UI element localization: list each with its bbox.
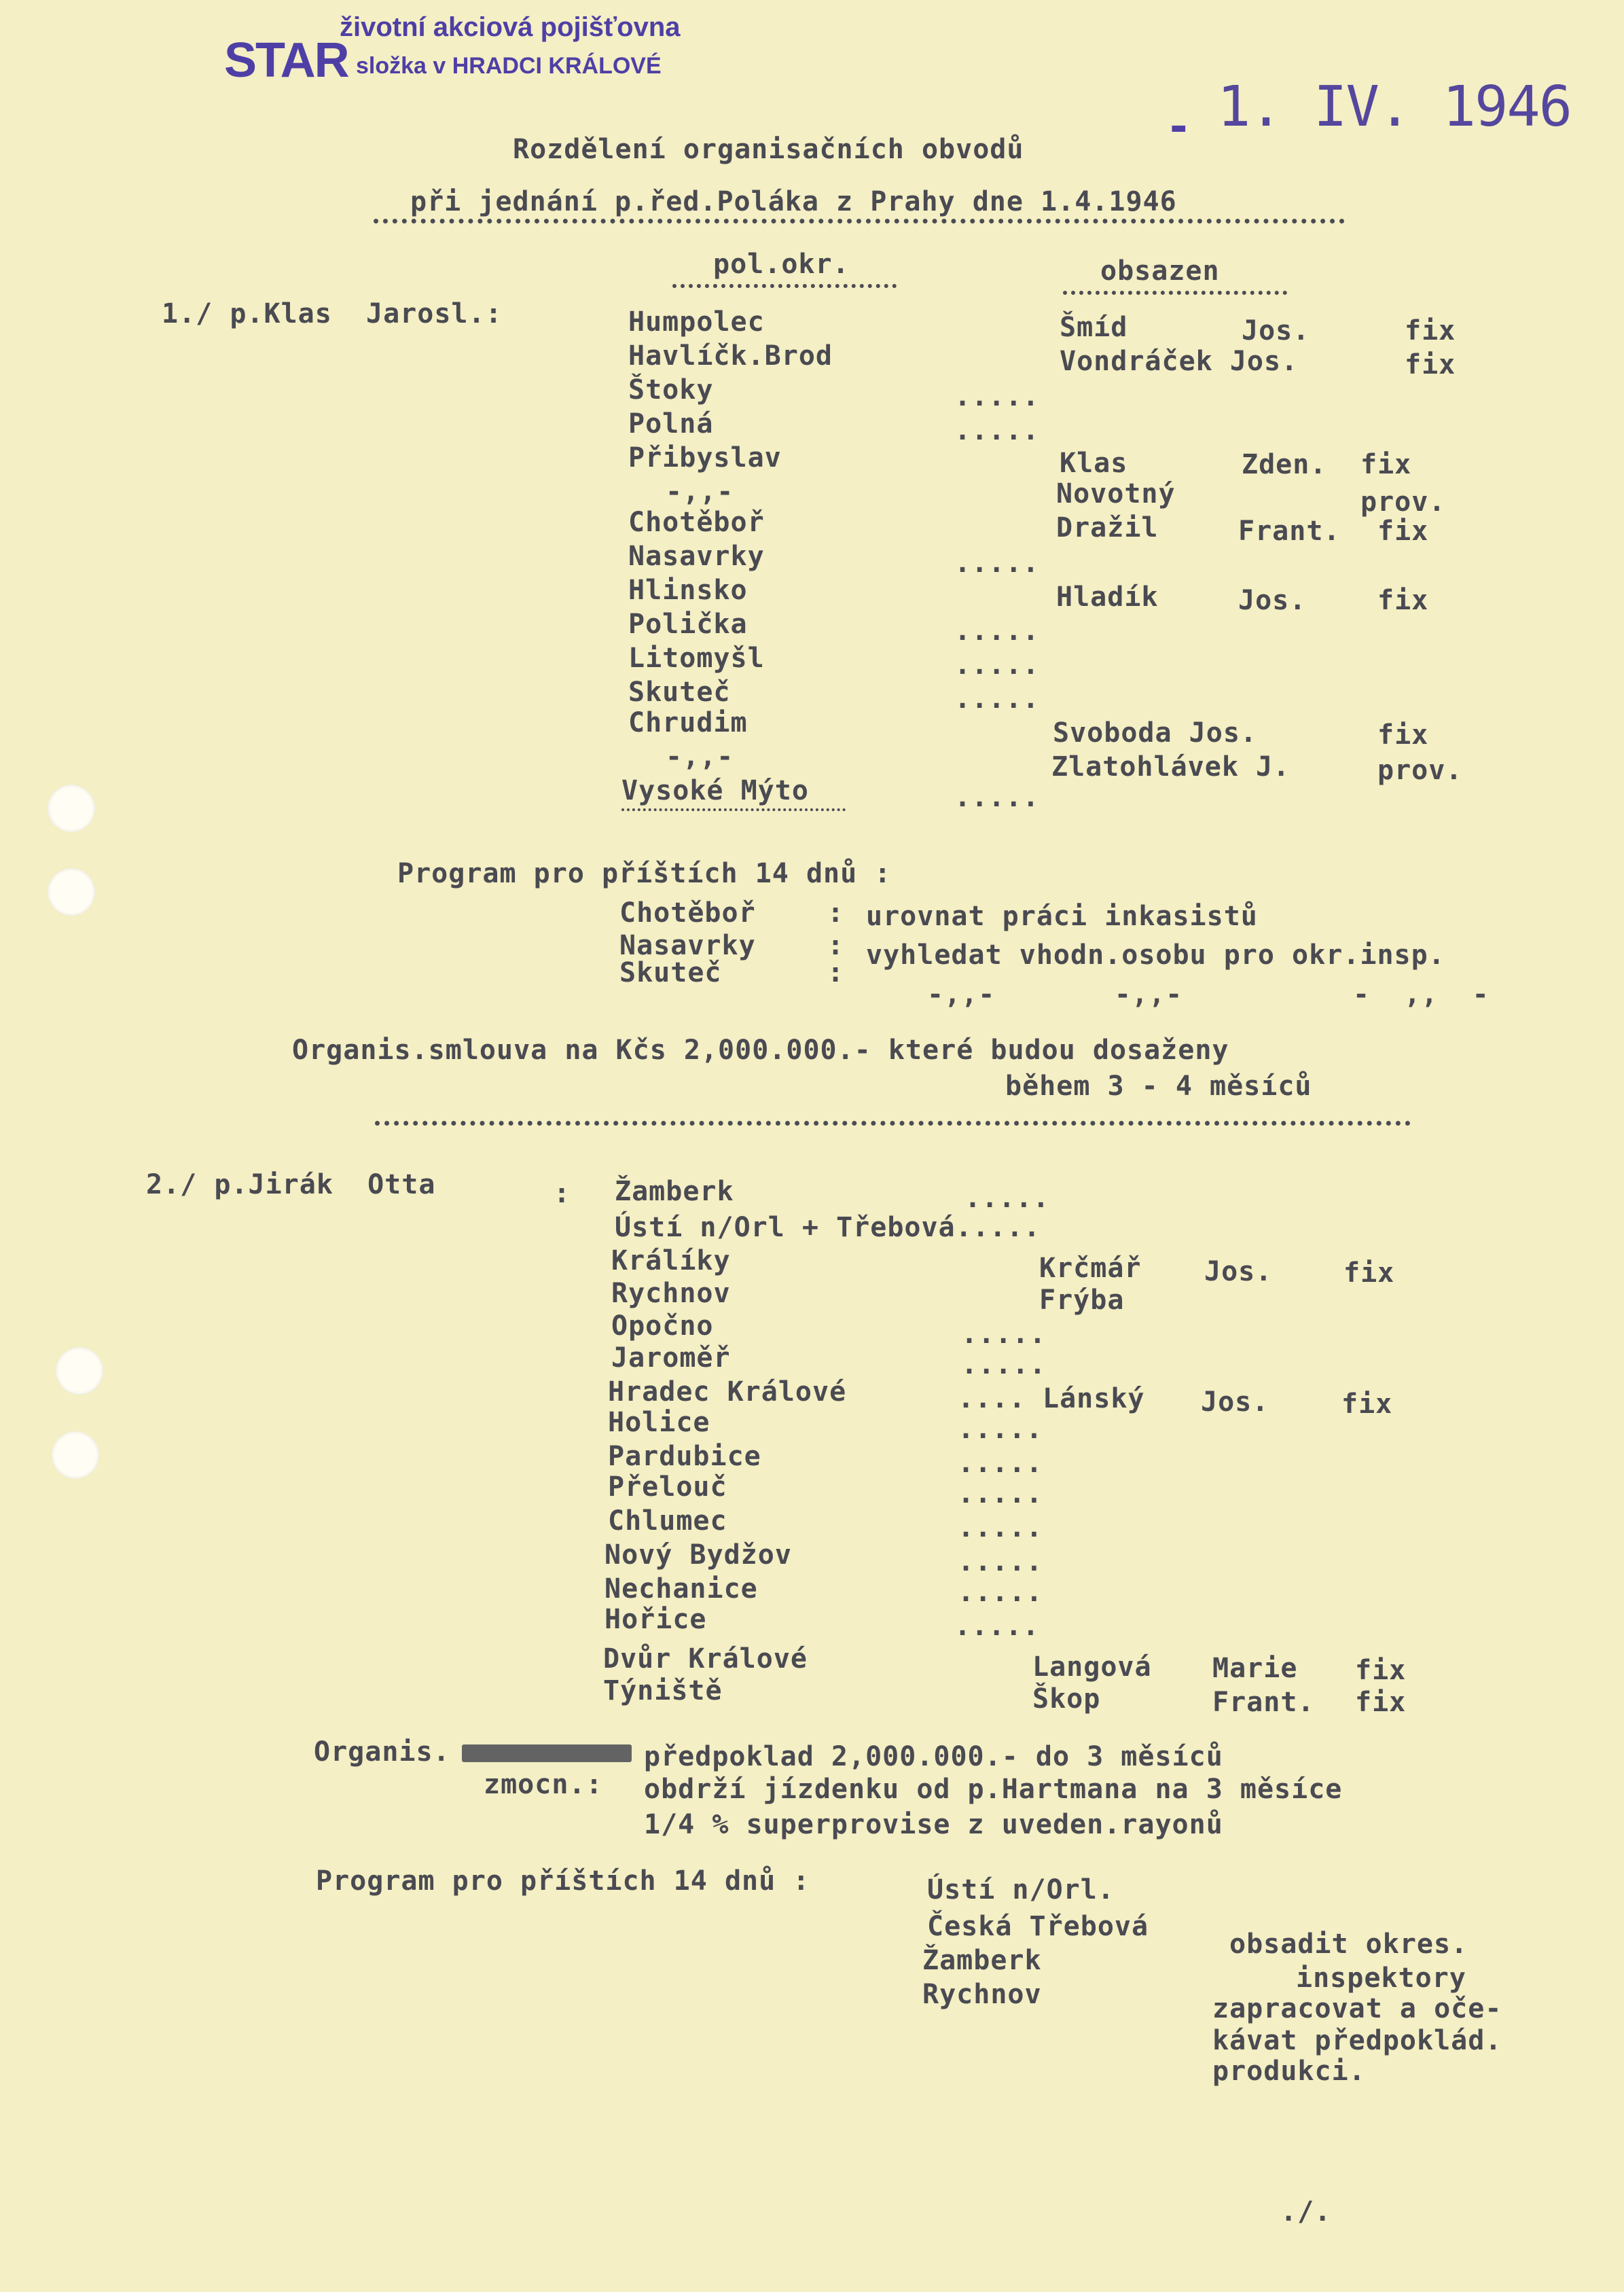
section-divider <box>375 1121 1411 1126</box>
section1-contract-1: Organis.smlouva na Kčs 2,000.000.- které budou dosaženy <box>292 1035 1229 1066</box>
staff-status: fix <box>1377 516 1429 547</box>
district: Přibyslav <box>628 442 782 473</box>
header-staffed: obsazen <box>1100 255 1220 287</box>
district: Dvůr Králové <box>603 1643 808 1675</box>
staff-status: fix <box>1343 1257 1395 1289</box>
staff-status: fix <box>1405 315 1456 346</box>
staff-first: Marie <box>1212 1653 1298 1684</box>
staff-first: Frant. <box>1212 1687 1315 1718</box>
vacancy-dots: ..... <box>958 1577 1043 1608</box>
title-line-1: Rozdělení organisačních obvodů <box>513 134 1024 165</box>
stamp-line-2: složka v HRADCI KRÁLOVÉ <box>356 53 662 79</box>
program-note-line: inspektory <box>1296 1963 1466 1994</box>
staff-first: Jos. <box>1204 1256 1273 1287</box>
staff-first: Frant. <box>1238 516 1341 547</box>
staff-first: Zden. <box>1242 449 1327 480</box>
vacancy-dots: ..... <box>958 1414 1043 1445</box>
vacancy-dots: ..... <box>954 381 1040 412</box>
vacancy-dots: ..... <box>964 1183 1050 1214</box>
staff-name: Novotný <box>1056 478 1176 509</box>
program-place: Česká Třebová <box>927 1911 1149 1942</box>
program-sep: : <box>827 897 845 929</box>
staff-name: Zlatohlávek J. <box>1051 751 1291 783</box>
staff-name: Dražil <box>1056 512 1159 543</box>
program-place: Skuteč <box>619 957 722 988</box>
vacancy-dots: ..... <box>961 1319 1047 1350</box>
staff-name: Lánský <box>1043 1383 1145 1414</box>
section2-org-label: Organis. <box>314 1736 450 1768</box>
district: Přelouč <box>608 1471 727 1503</box>
staff-status: fix <box>1341 1389 1393 1420</box>
district: -,,- <box>666 476 734 507</box>
section2-colon: : <box>554 1178 571 1209</box>
program-place: Nasavrky <box>619 930 756 961</box>
vacancy-dots: ..... <box>961 1349 1047 1380</box>
vacancy-dots: ..... <box>954 615 1040 647</box>
punch-hole <box>52 1431 99 1479</box>
district: Polička <box>628 609 748 640</box>
section2-heading: 2./ p.Jirák Otta <box>146 1169 436 1200</box>
district: Havlíčk.Brod <box>628 340 833 372</box>
vacancy-dots: ..... <box>958 1546 1043 1577</box>
district: Vysoké Mýto <box>621 775 809 806</box>
district: Nový Bydžov <box>605 1539 792 1571</box>
staff-name: Šmíd <box>1060 312 1128 343</box>
program-sep: : <box>827 930 845 961</box>
vacancy-dots: ..... <box>958 1512 1043 1543</box>
district: Chrudim <box>628 707 748 738</box>
section2-org-text-2: obdrží jízdenku od p.Hartmana na 3 měsíce <box>644 1774 1343 1805</box>
district: Chlumec <box>608 1505 727 1537</box>
title-line-2: při jednání p.řed.Poláka z Prahy dne 1.4.1946 <box>410 186 1177 217</box>
header-district: pol.okr. <box>713 249 850 280</box>
staff-name: Krčmář <box>1039 1253 1142 1284</box>
vacancy-dots: ..... <box>954 548 1040 579</box>
program-sep: : <box>827 957 845 988</box>
stamp-line-1: životní akciová pojišťovna <box>340 12 681 42</box>
program-note-line: zapracovat a oče- <box>1212 1993 1502 2024</box>
section1-program-label: Program pro příštích 14 dnů : <box>397 858 892 889</box>
staff-status: fix <box>1405 349 1456 380</box>
vacancy-dots: ..... <box>954 415 1040 446</box>
vacancy-dots: .... <box>958 1383 1026 1414</box>
district: Týniště <box>603 1675 723 1706</box>
staff-status: fix <box>1377 585 1429 616</box>
date-stamp-dash: - <box>1170 102 1188 152</box>
staff-name: Svoboda Jos. <box>1053 717 1257 749</box>
vacancy-dots: ..... <box>954 649 1040 681</box>
program-place: Ústí n/Orl. <box>927 1874 1115 1905</box>
staff-name: Hladík <box>1056 581 1159 613</box>
district: Hlinsko <box>628 575 748 606</box>
vacancy-dots: ..... <box>958 1478 1043 1509</box>
district: Polná <box>628 408 714 440</box>
district: Nasavrky <box>628 541 765 572</box>
district: Holice <box>608 1407 710 1438</box>
district: -,,- <box>666 741 734 772</box>
district: Hradec Králové <box>608 1376 847 1408</box>
vacancy-dots: ..... <box>958 1448 1043 1479</box>
section2-org-text-3: 1/4 % superprovise z uveden.rayonů <box>644 1809 1223 1840</box>
district: Králíky <box>611 1245 731 1276</box>
district: Chotěboř <box>628 507 765 538</box>
staff-name: Vondráček Jos. <box>1060 346 1299 377</box>
district: Nechanice <box>605 1573 758 1605</box>
program-note-line: produkci. <box>1212 2056 1366 2087</box>
staff-name: Langová <box>1032 1651 1152 1683</box>
staff-first: Jos. <box>1238 585 1307 616</box>
district: Skuteč <box>628 677 731 708</box>
vacancy-dots: ..... <box>954 782 1040 813</box>
staff-first: Jos. <box>1201 1386 1269 1418</box>
page-continuation-mark: ./. <box>1280 2196 1332 2227</box>
section1-contract-2: během 3 - 4 měsíců <box>1005 1071 1312 1102</box>
program-note-line: kávat předpoklád. <box>1212 2025 1502 2056</box>
staff-name: Škop <box>1032 1683 1101 1715</box>
staff-status: fix <box>1355 1655 1407 1686</box>
program-task: -,,- -,,- - ,, - <box>927 979 1490 1010</box>
district: Humpolec <box>628 306 765 338</box>
district: Štoky <box>628 374 714 406</box>
staff-status: fix <box>1377 719 1429 751</box>
section2-program-label: Program pro příštích 14 dnů : <box>316 1865 810 1897</box>
stamp-logo: STAR <box>224 33 348 88</box>
punch-hole <box>56 1347 103 1395</box>
staff-status: fix <box>1355 1687 1407 1718</box>
district: Opočno <box>611 1310 714 1342</box>
district: Žamberk <box>615 1176 734 1207</box>
staff-status: prov. <box>1360 486 1446 518</box>
struck-out-text <box>462 1744 632 1762</box>
staff-name: Klas <box>1060 448 1128 479</box>
section2-org-label-2: zmocn.: <box>484 1769 603 1800</box>
staff-first: Jos. <box>1242 315 1310 346</box>
date-stamp: 1. IV. 1946 <box>1217 75 1572 139</box>
vacancy-dots: ..... <box>954 683 1040 715</box>
staff-name: Frýba <box>1039 1285 1125 1316</box>
district: Pardubice <box>608 1441 761 1472</box>
district: Litomyšl <box>628 643 765 674</box>
district: Ústí n/Orl + Třebová..... <box>615 1212 1041 1243</box>
punch-hole <box>48 785 95 832</box>
program-note-line: obsadit okres. <box>1229 1929 1468 1960</box>
staff-status: prov. <box>1377 755 1463 786</box>
vysoke-myto-underline <box>621 808 846 811</box>
header-staffed-underline <box>1063 291 1287 295</box>
title-underline <box>374 219 1345 223</box>
staff-status: fix <box>1360 449 1412 480</box>
program-task: urovnat práci inkasistů <box>866 901 1258 932</box>
district: Rychnov <box>611 1278 731 1309</box>
program-place: Žamberk <box>922 1945 1042 1976</box>
program-task: vyhledat vhodn.osobu pro okr.insp. <box>866 939 1445 971</box>
punch-hole <box>48 868 95 916</box>
district: Hořice <box>605 1604 707 1635</box>
section2-org-text-1: předpoklad 2,000.000.- do 3 měsíců <box>644 1741 1223 1772</box>
section1-heading: 1./ p.Klas Jarosl.: <box>162 298 503 329</box>
vacancy-dots: ..... <box>954 1611 1040 1642</box>
program-place: Rychnov <box>922 1979 1042 2010</box>
header-district-underline <box>672 284 897 288</box>
program-place: Chotěboř <box>619 897 756 929</box>
district: Jaroměř <box>611 1342 731 1374</box>
